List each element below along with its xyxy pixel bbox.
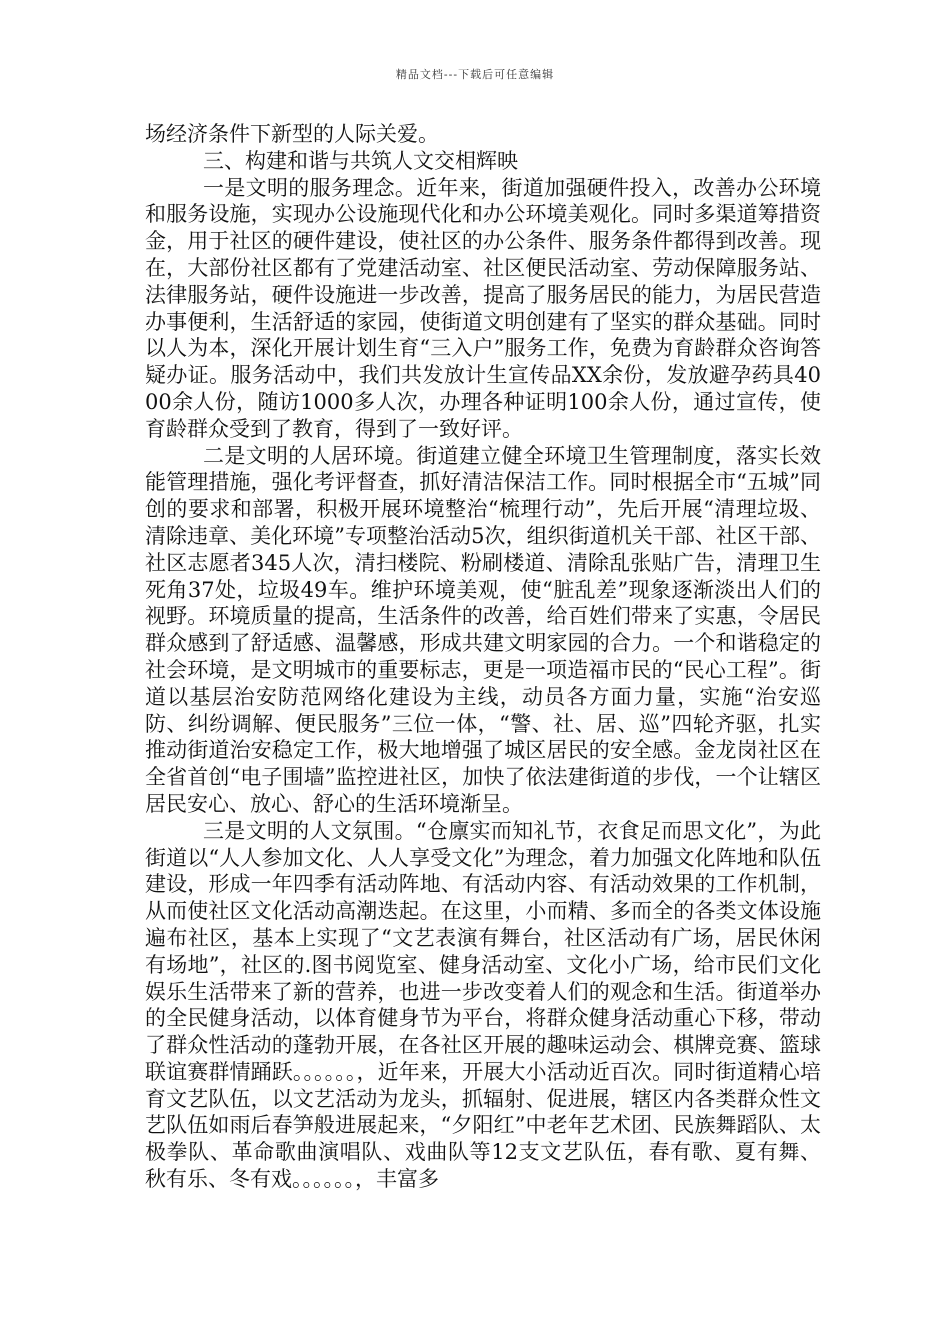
header-note: 精品文档---下载后可任意编辑 [395, 68, 555, 81]
section-heading: 三、构建和谐与共筑人文交相辉映 [203, 148, 518, 173]
paragraph: 三是文明的人文氛围。“仓廪实而知礼节，衣食足而思文化”，为此街道以“人人参加文化、人人享受文化”为理念，着力加强文化阵地和队伍建设，形成一年四季有活动阵地、有活动内容、有活动效果的工作机制，从而使社区文化活动高潮迭起。在这里，小而精、多而全的各类文体设施遍布社区，基本上实现了“文艺表演有舞台，社区活动有广场，居民休闲有场地”，社区的.图书阅览室、健身活动室、文化小广场，给市民们文化娱乐生活带来了新的营养，也进一步改变着人们的观念和生活。街道举办的全民健身活动，以体育健身节为平台，将群众健身活动重心下移，带动了群众性活动的蓬勃开展，在各社区开展的趣味运动会、棋牌竞赛、篮球联谊赛群情踊跃。。。。。。，近年来，开展大小活动近百次。同时街道精心培育文艺队伍，以文艺活动为龙头，抓辐射、促进展，辖区内各类群众性文艺队伍如雨后春笋般进展起来，“夕阳红”中老年艺术团、民族舞蹈队、太极拳队、革命歌曲演唱队、戏曲队等12支文艺队伍，春有歌、夏有舞、秋有乐、冬有戏。。。。。。，丰富多 [145, 818, 821, 1192]
paragraph: 一是文明的服务理念。近年来，街道加强硬件投入，改善办公环境和服务设施，实现办公设施现代化和办公环境美观化。同时多渠道筹措资金，用于社区的硬件建设，使社区的办公条件、服务条件都得到改善。现在，大部份社区都有了党建活动室、社区便民活动室、劳动保障服务站、法律服务站，硬件设施进一步改善，提高了服务居民的能力，为居民营造办事便利，生活舒适的家园，使街道文明创建有了坚实的群众基础。同时以人为本，深化开展计划生育“三入户”服务工作，免费为育龄群众咨询答疑办证。服务活动中，我们共发放计生宣传品XX余份，发放避孕药具4000余人份，随访1000多人次，办理各种证明100余人份，通过宣传，使育龄群众受到了教育，得到了一致好评。 [145, 175, 821, 441]
paragraph: 场经济条件下新型的人际关爱。 [145, 122, 439, 146]
document-body [145, 121, 821, 1193]
paragraph: 二是文明的人居环境。街道建立健全环境卫生管理制度，落实长效能管理措施，强化考评督查，抓好清洁保洁工作。同时根据全市“五城”同创的要求和部署，积极开展环境整治“梳理行动”，先后开展“清理垃圾、清除违章、美化环境”专项整治活动5次，组织街道机关干部、社区干部、社区志愿者345人次，清扫楼院、粉刷楼道、清除乱张贴广告，清理卫生死角37处，垃圾49车。维护环境美观，使“脏乱差”现象逐渐淡出人们的视野。环境质量的提高，生活条件的改善，给百姓们带来了实惠，令居民群众感到了舒适感、温馨感，形成共建文明家园的合力。一个和谐稳定的社会环境，是文明城市的重要标志，更是一项造福市民的“民心工程”。街道以基层治安防范网络化建设为主线，动员各方面力量，实施“治安巡防、纠纷调解、便民服务”三位一体，“警、社、居、巡”四轮齐驱，扎实推动街道治安稳定工作，极大地增强了城区居民的安全感。金龙岗社区在全省首创“电子围墙”监控进社区，加快了依法建街道的步伐，一个让辖区居民安心、放心、舒心的生活环境渐呈。 [145, 443, 821, 816]
